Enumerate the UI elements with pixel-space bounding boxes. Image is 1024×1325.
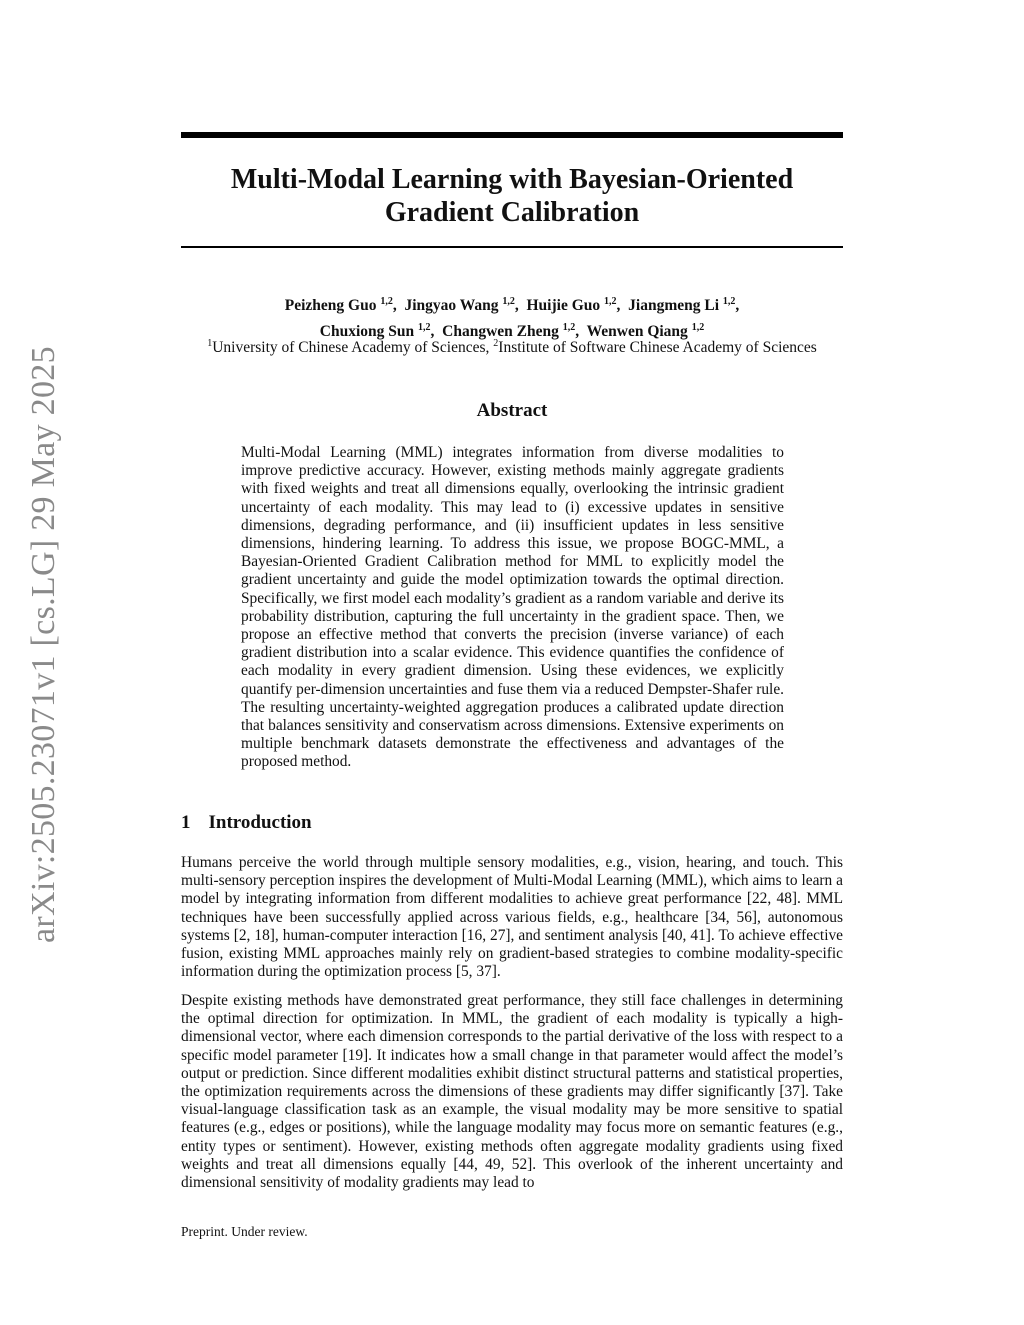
author-line-2: Chuxiong Sun $^{1,2}$, Changwen Zheng $^{1,2}$, Wenwen Qiang $^{1,2}$ (319, 322, 705, 341)
affiliation-text: Institute of Software Chinese Academy of Sciences (498, 339, 817, 357)
affiliation-mark: 1 (207, 338, 213, 349)
section-title: Introduction (208, 812, 312, 833)
author-name: Huijie Guo (526, 297, 601, 315)
title-top-rule (181, 132, 843, 138)
author-affiliation-mark: 1,2 (604, 296, 617, 307)
title-bottom-rule (181, 246, 843, 248)
introduction-paragraph-1: Humans perceive the world through multiple sensory modalities, e.g., vision, hearing, and touch. This multi-sensory perception inspires the development of Multi-Modal Learning (MML), which aims to learn a model by integrating information from different modalities to achieve great performance [22, 48]. MML techniques have been successfully applied across various fields, e.g., healthcare [34, 56], autonomous systems [2, 18], human-computer interaction [16, 27], and sentiment analysis [40, 41]. To achieve effective fusion, existing MML approaches mainly rely on gradient-based strategies to combine modality-specific information during the optimization process [5, 37]. (181, 854, 843, 981)
author-affiliation-mark: 1,2 (418, 322, 431, 334)
author-name: Jiangmeng Li (628, 297, 719, 315)
paper-title (181, 163, 843, 229)
author-name: Jingyao Wang (404, 297, 499, 315)
section-heading-introduction (181, 812, 312, 834)
arxiv-identifier-stamp: arXiv:2505.23071v1 [cs.LG] 29 May 2025 (25, 346, 62, 944)
title-line-1: Multi-Modal Learning with Bayesian-Oriented (230, 164, 794, 195)
author-affiliation-mark: 1,2 (562, 322, 576, 334)
preprint-footer-note: Preprint. Under review. (181, 1224, 308, 1239)
section-number: 1 (181, 812, 191, 833)
author-affiliation-mark: 1,2 (691, 322, 705, 334)
introduction-paragraph-2: Despite existing methods have demonstrated great performance, they still face challenges in determining the optimal direction for optimization. In MML, the gradient of each modality is typically a high-dimensional vector, where each dimension corresponds to the partial derivative of the loss with respect to a specific model parameter [19]. It indicates how a small change in that parameter would affect the model’s output or prediction. Since different modalities exhibit distinct structural patterns and statistical properties, the optimization requirements across the dimensions of these gradients may differ significantly [37]. Take visual-language classification task as an example, the visual modality may be more sensitive to spatial features (e.g., edges or positions), while the language modality may focus more on semantic features (e.g., entity types or sentiment). However, existing methods often aggregate modality gradients using fixed weights and treat all dimensions equally [44, 49, 52]. This overlook of the inherent uncertainty and dimensional sensitivity of modality gradients may lead to (181, 992, 843, 1192)
affiliation-mark: 2 (493, 338, 499, 349)
author-name: Changwen Zheng (442, 323, 559, 341)
affiliations (150, 334, 874, 358)
author-line-1: Peizheng Guo $^{1,2}$, Jingyao Wang $^{1,2}$, Huijie Guo $^{1,2}$, Jiangmeng Li $^{1,2}$, (284, 296, 740, 315)
abstract-text: Multi-Modal Learning (MML) integrates information from diverse modalities to improve predictive accuracy. However, existing methods mainly aggregate gradients with fixed weights and treat all dimensions equally, overlooking the intrinsic gradient uncertainty of each modality. This may lead to (i) excessive updates in sensitive dimensions, degrading performance, and (ii) insufficient updates in less sensitive dimensions, hindering learning. To address this issue, we propose BOGC-MML, a Bayesian-Oriented Gradient Calibration method for MML to explicitly model the gradient uncertainty and guide the model optimization towards the optimal direction. Specifically, we first model each modality’s gradient as a random variable and derive its probability distribution, capturing the full uncertainty in the gradient space. Then, we propose an effective method that converts the precision (inverse variance) of each gradient distribution into a scalar evidence. This evidence quantifies the confidence of each modality in every gradient dimension. Using these evidences, we explicitly quantify per-dimension uncertainties and fuse them via a reduced Dempster-Shafer rule. The resulting uncertainty-weighted aggregation produces a calibrated update direction that balances sensitivity and conservatism across dimensions. Extensive experiments on multiple benchmark datasets demonstrate the effectiveness and advantages of the proposed method. (241, 444, 784, 771)
title-line-2: Gradient Calibration (384, 197, 640, 228)
author-name: Wenwen Qiang (586, 323, 688, 341)
author-name: Peizheng Guo (284, 297, 377, 315)
affiliation-text: University of Chinese Academy of Sciences, (212, 339, 490, 357)
author-name: Chuxiong Sun (319, 323, 415, 341)
abstract-heading: Abstract (476, 400, 548, 421)
author-affiliation-mark: 1,2 (722, 296, 736, 307)
author-affiliation-mark: 1,2 (380, 296, 393, 307)
author-affiliation-mark: 1,2 (502, 296, 515, 307)
